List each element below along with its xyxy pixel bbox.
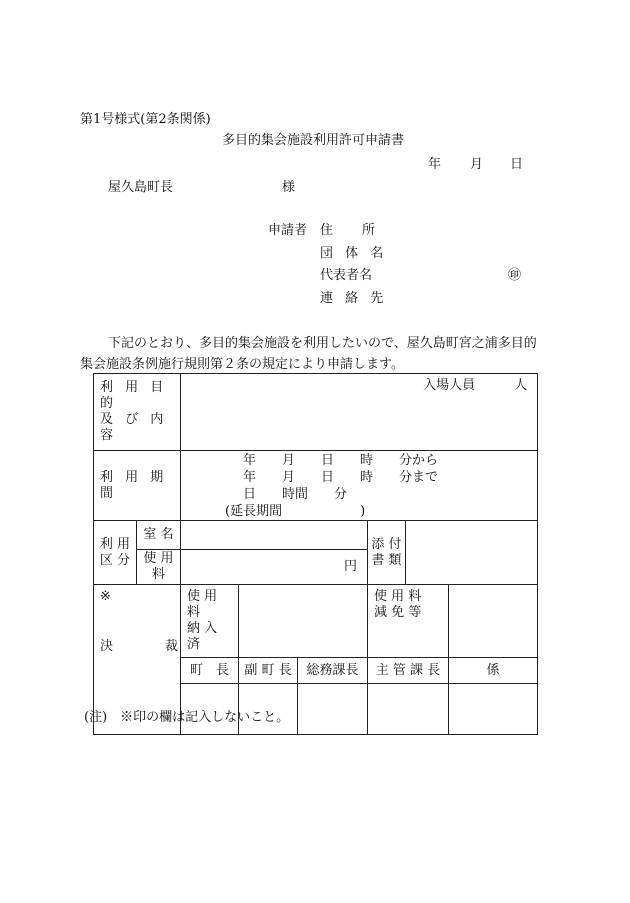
representative-field-label: 代表者名 [320,268,373,283]
mayor-label: 町 長 [181,658,239,684]
intro-paragraph [80,333,564,375]
mayor-seal-cell[interactable] [181,684,239,735]
usage-fee-cell[interactable] [181,550,368,585]
supervising-chief-label: 主 管 課 長 [368,658,449,684]
attendees-label: 入場人員 人 [423,378,528,393]
footnote: (注) ※印の欄は記入しないこと。 [84,710,290,725]
contact-field-label: 連 絡 先 [320,291,388,306]
form-number: 第1号様式(第2条関係) [80,112,211,127]
deputy-mayor-seal-cell[interactable] [239,684,298,735]
date-month-label: 月 [470,157,484,172]
group-name-field-label: 団 体 名 [320,246,388,261]
decision-label: 決 裁 [100,639,179,654]
general-affairs-chief-seal-cell[interactable] [298,684,368,735]
attachments-label: 添 付 書 類 [368,521,406,585]
purpose-label: 利 用 目 的 及 び 内 容 [94,374,181,451]
room-row [94,521,538,550]
period-label: 利 用 期 間 [94,451,181,521]
attachments-cell[interactable] [406,521,538,585]
period-content-cell[interactable] [181,451,538,521]
date-year-label: 年 [428,157,442,172]
period-duration-line: 日 時間 分 [243,486,348,502]
application-table [93,373,538,735]
staff-label: 係 [449,658,538,684]
extension-period-line: (延長期間 ) [225,503,366,519]
applicant-heading: 申請者 [268,223,308,238]
fee-status-row [94,585,538,658]
honorific: 様 [282,180,296,195]
fee-exemption-cell[interactable] [449,585,538,658]
date-day-label: 日 [510,157,524,172]
document-title: 多目的集会施設利用許可申請書 [222,133,405,148]
supervising-chief-seal-cell[interactable] [368,684,449,735]
period-to-line: 年 月 日 時 分まで [243,469,439,485]
intro-line-1: 下記のとおり、多目的集会施設を利用したいので、屋久島町宮之浦多目的 [108,336,537,351]
deputy-mayor-label: 副 町 長 [239,658,298,684]
yen-unit: 円 [343,559,357,574]
seal-mark: ㊞ [508,268,522,283]
purpose-row [94,374,538,451]
fee-exemption-label: 使 用 料 減 免 等 [368,585,449,658]
general-affairs-chief-label: 総務課長 [298,658,368,684]
purpose-content-cell[interactable] [181,374,538,451]
period-row [94,451,538,521]
address-field-label: 住 所 [320,223,377,238]
fee-paid-cell[interactable] [239,585,368,658]
fee-paid-label: 使 用 料 納 入 済 [181,585,239,658]
office-use-mark: ※ [100,589,111,604]
usage-fee-label: 使 用 料 [137,550,181,585]
division-label: 利 用 区 分 [94,521,137,585]
period-from-line: 年 月 日 時 分から [243,452,439,468]
room-name-cell[interactable] [181,521,368,550]
addressee: 屋久島町長 [108,180,174,195]
intro-line-2: 集会施設条例施行規則第２条の規定により申請します。 [80,357,404,372]
room-name-label: 室 名 [137,521,181,550]
staff-seal-cell[interactable] [449,684,538,735]
